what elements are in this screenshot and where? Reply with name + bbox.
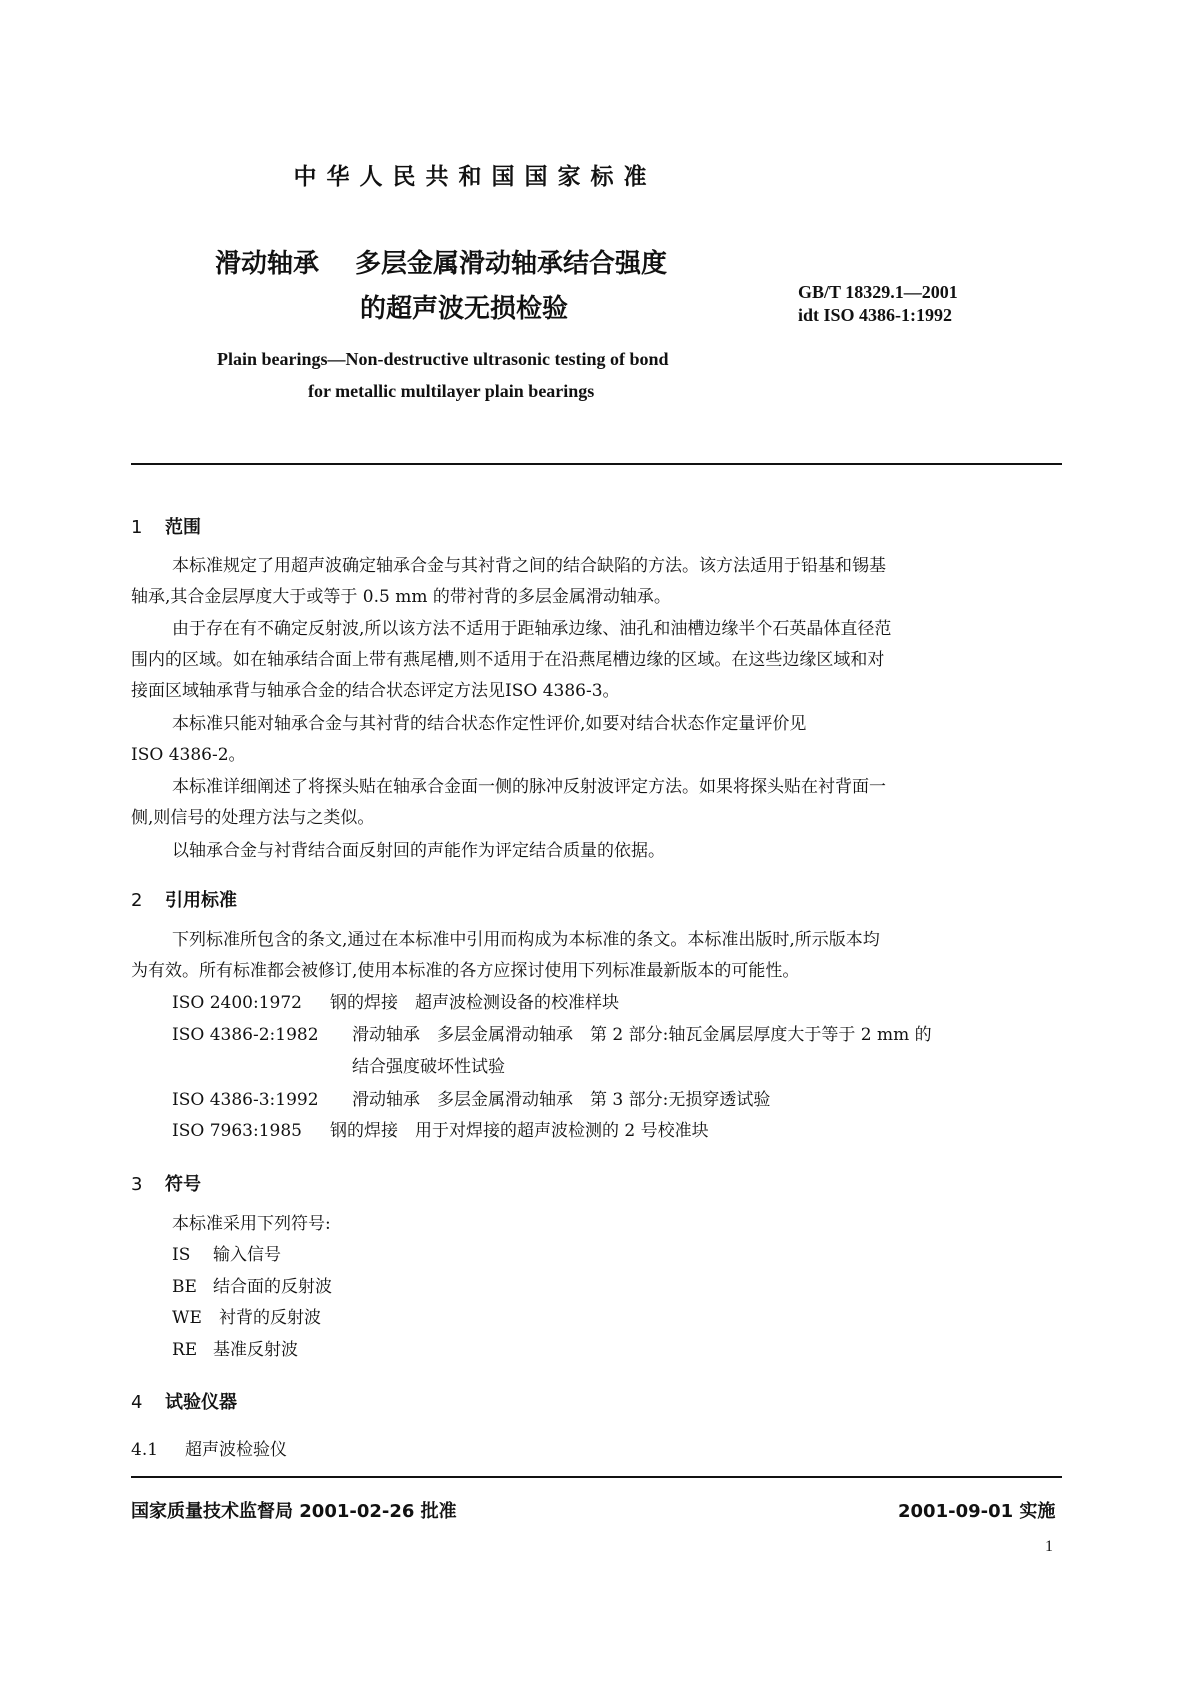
s1-line-1: 本标准规定了用超声波确定轴承合金与其衬背之间的结合缺陷的方法。该方法适用于铅基和锡基 [172, 556, 886, 576]
approval-line: 国家质量技术监督局 2001-02-26 批准 [131, 1501, 457, 1522]
section-number: 3 [131, 1174, 143, 1195]
ref-code: ISO 4386-2:1982 [172, 1025, 319, 1045]
s2-line-1: 下列标准所包含的条文,通过在本标准中引用而构成为本标准的条文。本标准出版时,所示版本均 [172, 930, 880, 950]
symbol-item [172, 1272, 332, 1303]
section-4-heading [131, 1388, 237, 1414]
title-cn-line1-b: 多层金属滑动轴承结合强度 [355, 249, 668, 279]
symbol-code: BE [172, 1277, 197, 1297]
standard-idt: idt ISO 4386-1:1992 [798, 305, 953, 325]
ref-item-1 [172, 988, 619, 1019]
ref-title: 滑动轴承 多层金属滑动轴承 第 2 部分:轴瓦金属层厚度大于等于 2 mm 的 [352, 1025, 932, 1045]
ref-item-2-cont: 结合强度破坏性试验 [352, 1057, 505, 1077]
section-title: 符号 [165, 1174, 201, 1195]
section-number: 4 [131, 1392, 143, 1413]
s1-line-6: 本标准只能对轴承合金与其衬背的结合状态作定性评价,如要对结合状态作定量评价见 [172, 714, 807, 734]
ref-code: ISO 7963:1985 [172, 1121, 302, 1141]
s1-line-10: 以轴承合金与衬背结合面反射回的声能作为评定结合质量的依据。 [172, 841, 665, 861]
national-standard-heading: 中华人民共和国国家标准 [293, 164, 657, 190]
title-cn-line2: 的超声波无损检验 [360, 294, 569, 324]
subsection-4-1 [131, 1435, 287, 1466]
section-3-heading [131, 1170, 201, 1196]
symbol-desc: 结合面的反射波 [213, 1277, 332, 1297]
symbol-item [172, 1240, 281, 1271]
symbol-item [172, 1335, 298, 1366]
s1-line-9: 侧,则信号的处理方法与之类似。 [131, 808, 375, 828]
implementation-line: 2001-09-01 实施 [898, 1501, 1056, 1522]
ref-code: ISO 2400:1972 [172, 993, 302, 1013]
section-title: 试验仪器 [165, 1392, 237, 1413]
s3-intro: 本标准采用下列符号: [172, 1214, 331, 1234]
symbol-desc: 衬背的反射波 [219, 1308, 321, 1328]
s1-line-2: 轴承,其合金层厚度大于或等于 0.5 mm 的带衬背的多层金属滑动轴承。 [131, 587, 671, 607]
section-number: 2 [131, 890, 143, 911]
s2-line-2: 为有效。所有标准都会被修订,使用本标准的各方应探讨使用下列标准最新版本的可能性。 [131, 961, 800, 981]
title-cn-line1-a: 滑动轴承 [215, 249, 320, 279]
subsection-title: 超声波检验仪 [185, 1440, 287, 1460]
s1-line-8: 本标准详细阐述了将探头贴在轴承合金面一侧的脉冲反射波评定方法。如果将探头贴在衬背面一 [172, 777, 886, 797]
section-title: 范围 [165, 517, 201, 538]
section-title: 引用标准 [165, 890, 237, 911]
title-en-line2: for metallic multilayer plain bearings [308, 381, 595, 401]
ref-item-2 [172, 1020, 932, 1051]
s1-line-4: 围内的区域。如在轴承结合面上带有燕尾槽,则不适用于在沿燕尾槽边缘的区域。在这些边缘区域和对 [131, 650, 885, 670]
symbol-desc: 基准反射波 [213, 1340, 298, 1360]
symbol-item [172, 1303, 321, 1334]
section-2-heading [131, 886, 237, 912]
footer-divider [131, 1476, 1062, 1478]
ref-title: 滑动轴承 多层金属滑动轴承 第 3 部分:无损穿透试验 [352, 1090, 771, 1110]
symbol-desc: 输入信号 [213, 1245, 281, 1265]
section-number: 1 [131, 517, 143, 538]
title-cn-line1 [215, 243, 667, 280]
header-divider [131, 463, 1062, 465]
symbol-code: IS [172, 1245, 191, 1265]
s1-line-7: ISO 4386-2。 [131, 745, 246, 765]
symbol-code: RE [172, 1340, 198, 1360]
ref-item-4 [172, 1116, 709, 1147]
ref-title: 钢的焊接 超声波检测设备的校准样块 [330, 993, 619, 1013]
ref-title: 钢的焊接 用于对焊接的超声波检测的 2 号校准块 [330, 1121, 709, 1141]
s1-line-3: 由于存在有不确定反射波,所以该方法不适用于距轴承边缘、油孔和油槽边缘半个石英晶体直径范 [172, 619, 892, 639]
s1-line-5: 接面区域轴承背与轴承合金的结合状态评定方法见ISO 4386-3。 [131, 681, 620, 701]
page-number: 1 [1045, 1538, 1053, 1555]
ref-item-3 [172, 1085, 770, 1116]
ref-code: ISO 4386-3:1992 [172, 1090, 319, 1110]
subsection-number: 4.1 [131, 1440, 159, 1460]
standard-number: GB/T 18329.1—2001 [798, 282, 958, 302]
title-en-line1: Plain bearings—Non-destructive ultrasonic testing of bond [217, 349, 669, 369]
symbol-code: WE [172, 1308, 202, 1328]
section-1-heading [131, 513, 201, 539]
